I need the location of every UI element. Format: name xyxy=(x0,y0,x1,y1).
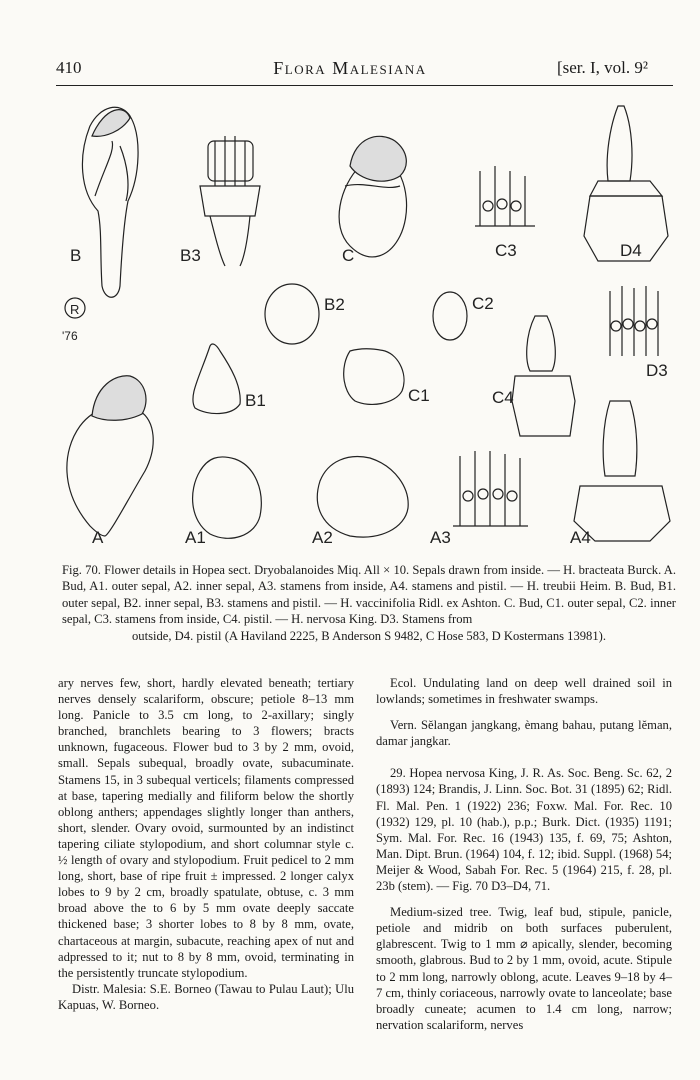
figure-b2-inner-sepal xyxy=(265,284,319,344)
page-number: 410 xyxy=(56,58,82,77)
figure-a2-inner-sepal xyxy=(317,457,408,538)
figure-a4-pistil xyxy=(574,401,670,541)
label-d3: D3 xyxy=(646,361,668,380)
caption-line-5: outside, D4. pistil (A Haviland 2225, B Anderson S 9482, C Hose 583, D Kostermans 13981). xyxy=(132,628,606,643)
label-a4: A4 xyxy=(570,528,591,547)
figure-a-bud xyxy=(67,376,153,536)
header-rule xyxy=(56,85,673,86)
artist-monogram: R xyxy=(70,302,80,317)
botanical-plate xyxy=(50,96,675,551)
label-b3: B3 xyxy=(180,246,201,265)
label-c: C xyxy=(342,246,355,265)
figure-b3-stamens-pistil xyxy=(200,136,260,266)
figure-c2-inner-sepal xyxy=(433,292,467,340)
figure-a3-stamens xyxy=(453,451,528,526)
figure-d4-pistil xyxy=(584,106,668,261)
series-volume: [ser. I, vol. 9² xyxy=(556,58,648,77)
figure-a1-outer-sepal xyxy=(193,457,262,538)
label-c4: C4 xyxy=(492,388,514,407)
caption-line-4: Bud, C1. outer sepal, C2. inner sepal, C3. stamens from inside, C4. pistil. — H. nervosa King. D3. Stamens from xyxy=(62,595,676,627)
figure-b1-outer-sepal xyxy=(193,344,240,414)
left-column xyxy=(58,675,354,1013)
caption-line-3: Heim. B. Bud, B1. outer sepal, B2. inner sepal, B3. stamens and pistil. — H. vaccinifolia Ridl. ex Ashton. C. xyxy=(62,579,676,610)
label-a2: A2 xyxy=(312,528,333,547)
running-title: Flora Malesiana xyxy=(273,58,427,78)
species-heading-hopea-nervosa: 29. Hopea nervosa King, J. R. As. Soc. Beng. Sc. 62, 2 (1893) 124; Brandis, J. Linn. Soc. Bot. 31 (1895) 62; Ridl. Fl. Mal. Pen. 1 (1922) 236; Foxw. Mal. For. Rec. 10 (1932) 129, pl. 10 (hab.), p.p.; Burk. Dict. (1935) 1191; Sym. Mal. For. Rec. 16 (1943) 135, f. 69, 75; Ashton, Man. Dipt. Brun. (1964) 104, f. 12; ibid. Suppl. (1968) 54; Meijer & Wood, Sabah For. Rec. 5 (1964) 215, f. 28, pl. 23b (stem). — Fig. 70 D3–D4, 71. xyxy=(376,766,672,894)
figure-caption xyxy=(62,562,676,644)
artist-year: '76 xyxy=(62,329,78,343)
label-b2: B2 xyxy=(324,295,345,314)
caption-line-2: Burck. A. Bud, A1. outer sepal, A2. inner sepal, A3. stamens from inside, A4. stamens and pistil. — H. treubii xyxy=(62,563,676,594)
description-continued: ary nerves few, short, hardly elevated beneath; tertiary nerves densely scalariform, obscure; petiole 8–13 mm long. Panicle to 3.5 cm long, to 2-axillary; singly branched, branchlets bearing to 3 flowers; bracts unknown, fugaceous. Flower bud to 3 by 2 mm, ovoid, small. Sepals subequal, broadly ovate, subacuminate. Stamens 15, in 3 subequal verticels; filaments compressed at base, tapering medially and filiform below the shortly oblong anthers; appendages slightly longer than anthers, short, slender. Ovary ovoid, surmounted by an indistinct tapering ciliate stylopodium, and short columnar style c. ½ length of ovary and stylopodium. Fruit pedicel to 2 mm long, short, base of ripe fruit ± impressed. 2 longer calyx lobes to 9 by 2 cm, broadly spatulate, obtuse, c. 3 mm broad above the to 6 by 5 mm ovate deeply saccate thickened base; 3 shorter lobes to 8 by 8 mm, ovate, chartaceous at margin, subacute, reaching apex of nut and adpressed to it; nut to 8 by 8 mm, ovoid, terminating in the persistently truncate stylopodium. xyxy=(58,676,354,980)
label-c2: C2 xyxy=(472,294,494,313)
distribution: Distr. Malesia: S.E. Borneo (Tawau to Pulau Laut); Ulu Kapuas, W. Borneo. xyxy=(58,981,354,1012)
figure-c4-pistil xyxy=(512,316,575,436)
right-column xyxy=(376,675,672,1033)
figure-c-bud xyxy=(339,136,406,257)
figure-c3-stamens xyxy=(475,166,535,226)
label-a3: A3 xyxy=(430,528,451,547)
species-description: Medium-sized tree. Twig, leaf bud, stipule, panicle, petiole and midrib on both surfaces puberulent, glabrescent. Twig to 1 mm ⌀ apically, slender, becoming smooth, glabrous. Bud to 2 by 1 mm, ovoid, acute. Stipule to 2 mm long, narrowly oblong, acute. Leaves 9–18 by 4–7 cm, thinly coriaceous, narrowly ovate to lanceolate; base broadly cuneate; acumen to 1.4 cm long, narrow; nervation scalariform, nerves xyxy=(376,905,672,1032)
figure-c1-outer-sepal xyxy=(344,349,404,405)
label-b: B xyxy=(70,246,82,265)
label-a1: A1 xyxy=(185,528,206,547)
figure-d3-stamens xyxy=(610,286,658,356)
label-a: A xyxy=(92,528,104,547)
label-b1: B1 xyxy=(245,391,266,410)
figure-b-bud xyxy=(82,107,138,297)
label-c3: C3 xyxy=(495,241,517,260)
ecology: Ecol. Undulating land on deep well drained soil in lowlands; sometimes in freshwater swamps. xyxy=(376,676,672,707)
label-d4: D4 xyxy=(620,241,642,260)
label-c1: C1 xyxy=(408,386,430,405)
caption-line-1: Fig. 70. Flower details in Hopea sect. Dryobalanoides Miq. All × 10. Sepals drawn from inside. — H. bracteata xyxy=(62,563,625,577)
vernacular-names: Vern. Sĕlangan jangkang, èmang bahau, putang lĕman, damar jangkar. xyxy=(376,718,672,749)
